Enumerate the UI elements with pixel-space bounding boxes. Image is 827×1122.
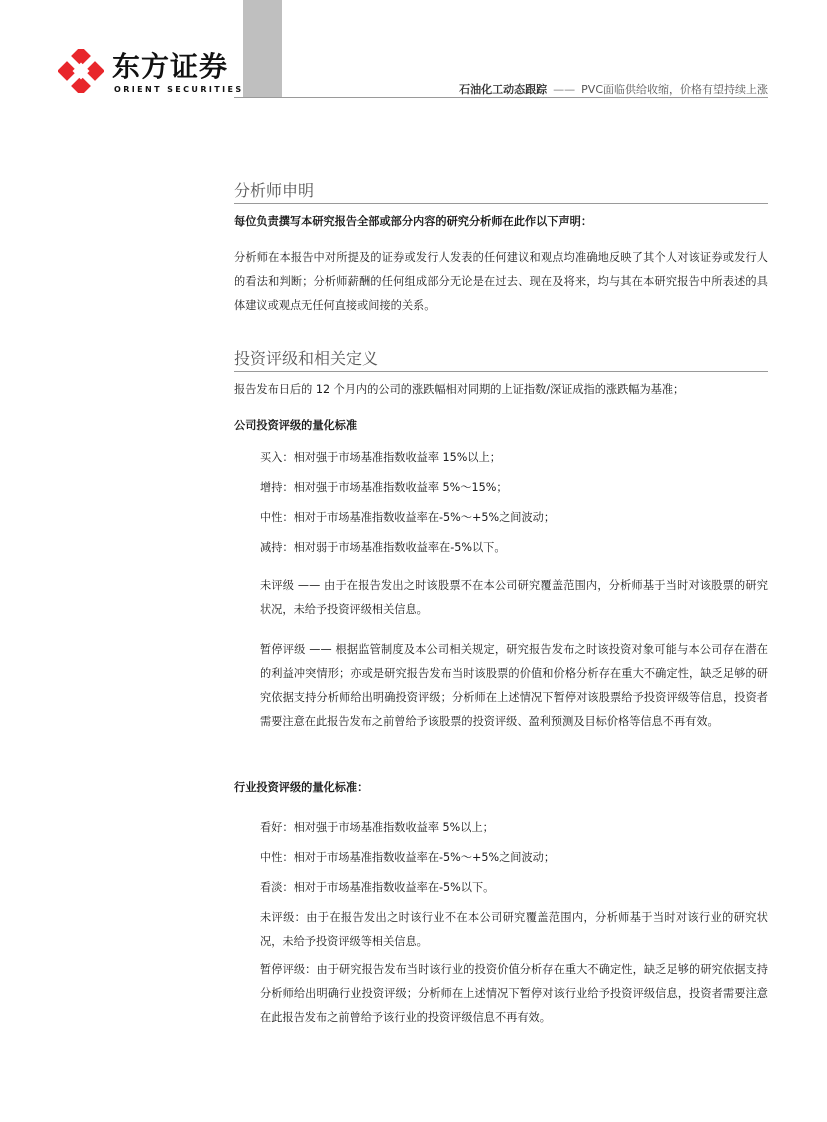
company-suspended-note: 暂停评级 —— 根据监管制度及本公司相关规定，研究报告发布之时该投资对象可能与本公司存在潜在的利益冲突情形；亦或是研究报告发布当时该股票的价值和价格分析存在重大不确定性，缺乏足够的研究依据支持分析师给出明确投资评级；分析师在上述情况下暂停对该股票给予投资评级等信息，投资者需要注意在此报告发布之前曾给予该股票的投资评级、盈利预测及目标价格等信息不再有效。 (260, 643, 768, 728)
industry-unrated-note: 未评级：由于在报告发出之时该行业不在本公司研究覆盖范围内，分析师基于当时对该行业的研究状况，未给予投资评级等相关信息。 (260, 911, 768, 948)
company-rating-item: 买入：相对强于市场基准指数收益率 15%以上； (260, 451, 501, 464)
industry-rating-heading: 行业投资评级的量化标准： (234, 781, 369, 794)
running-header (459, 81, 768, 97)
logo-english-name: ORIENT SECURITIES (114, 85, 244, 94)
report-title: PVC面临供给收缩，价格有望持续上涨 (581, 83, 768, 96)
section-title-analyst: 分析师申明 (234, 181, 768, 204)
company-rating-item: 减持：相对弱于市场基准指数收益率在-5%以下。 (260, 541, 506, 554)
header-grey-tab (243, 0, 282, 97)
section-title-rating: 投资评级和相关定义 (234, 349, 768, 372)
company-rating-heading: 公司投资评级的量化标准 (234, 419, 358, 432)
header-separator: —— (553, 83, 576, 96)
company-rating-item: 增持：相对强于市场基准指数收益率 5%～15%； (260, 481, 508, 494)
rating-intro: 报告发布日后的 12 个月内的公司的涨跌幅相对同期的上证指数/深证成指的涨跌幅为基准； (234, 383, 685, 396)
analyst-lead: 每位负责撰写本研究报告全部或部分内容的研究分析师在此作以下声明： (234, 215, 593, 228)
orient-diamond-logo-icon (58, 49, 104, 93)
industry-rating-item: 中性：相对于市场基准指数收益率在-5%～+5%之间波动； (260, 851, 556, 864)
header-rule (234, 97, 768, 98)
industry-rating-item: 看好：相对强于市场基准指数收益率 5%以上； (260, 821, 494, 834)
industry-suspended-note: 暂停评级：由于研究报告发布当时该行业的投资价值分析存在重大不确定性，缺乏足够的研究依据支持分析师给出明确行业投资评级；分析师在上述情况下暂停对该行业给予投资评级信息，投资者需要注意在此报告发布之前曾给予该行业的投资评级信息不再有效。 (260, 963, 768, 1024)
company-rating-item: 中性：相对于市场基准指数收益率在-5%～+5%之间波动； (260, 511, 556, 524)
industry-rating-item: 看淡：相对于市场基准指数收益率在-5%以下。 (260, 881, 495, 894)
analyst-body: 分析师在本报告中对所提及的证券或发行人发表的任何建议和观点均准确地反映了其个人对该证券或发行人的看法和判断；分析师薪酬的任何组成部分无论是在过去、现在及将来，均与其在本研究报告中所表述的具体建议或观点无任何直接或间接的关系。 (234, 251, 768, 312)
company-unrated-note: 未评级 —— 由于在报告发出之时该股票不在本公司研究覆盖范围内，分析师基于当时对该股票的研究状况，未给予投资评级相关信息。 (260, 579, 768, 616)
logo-chinese-name: 东方证券 (112, 50, 229, 83)
report-type: 石油化工动态跟踪 (459, 83, 548, 96)
